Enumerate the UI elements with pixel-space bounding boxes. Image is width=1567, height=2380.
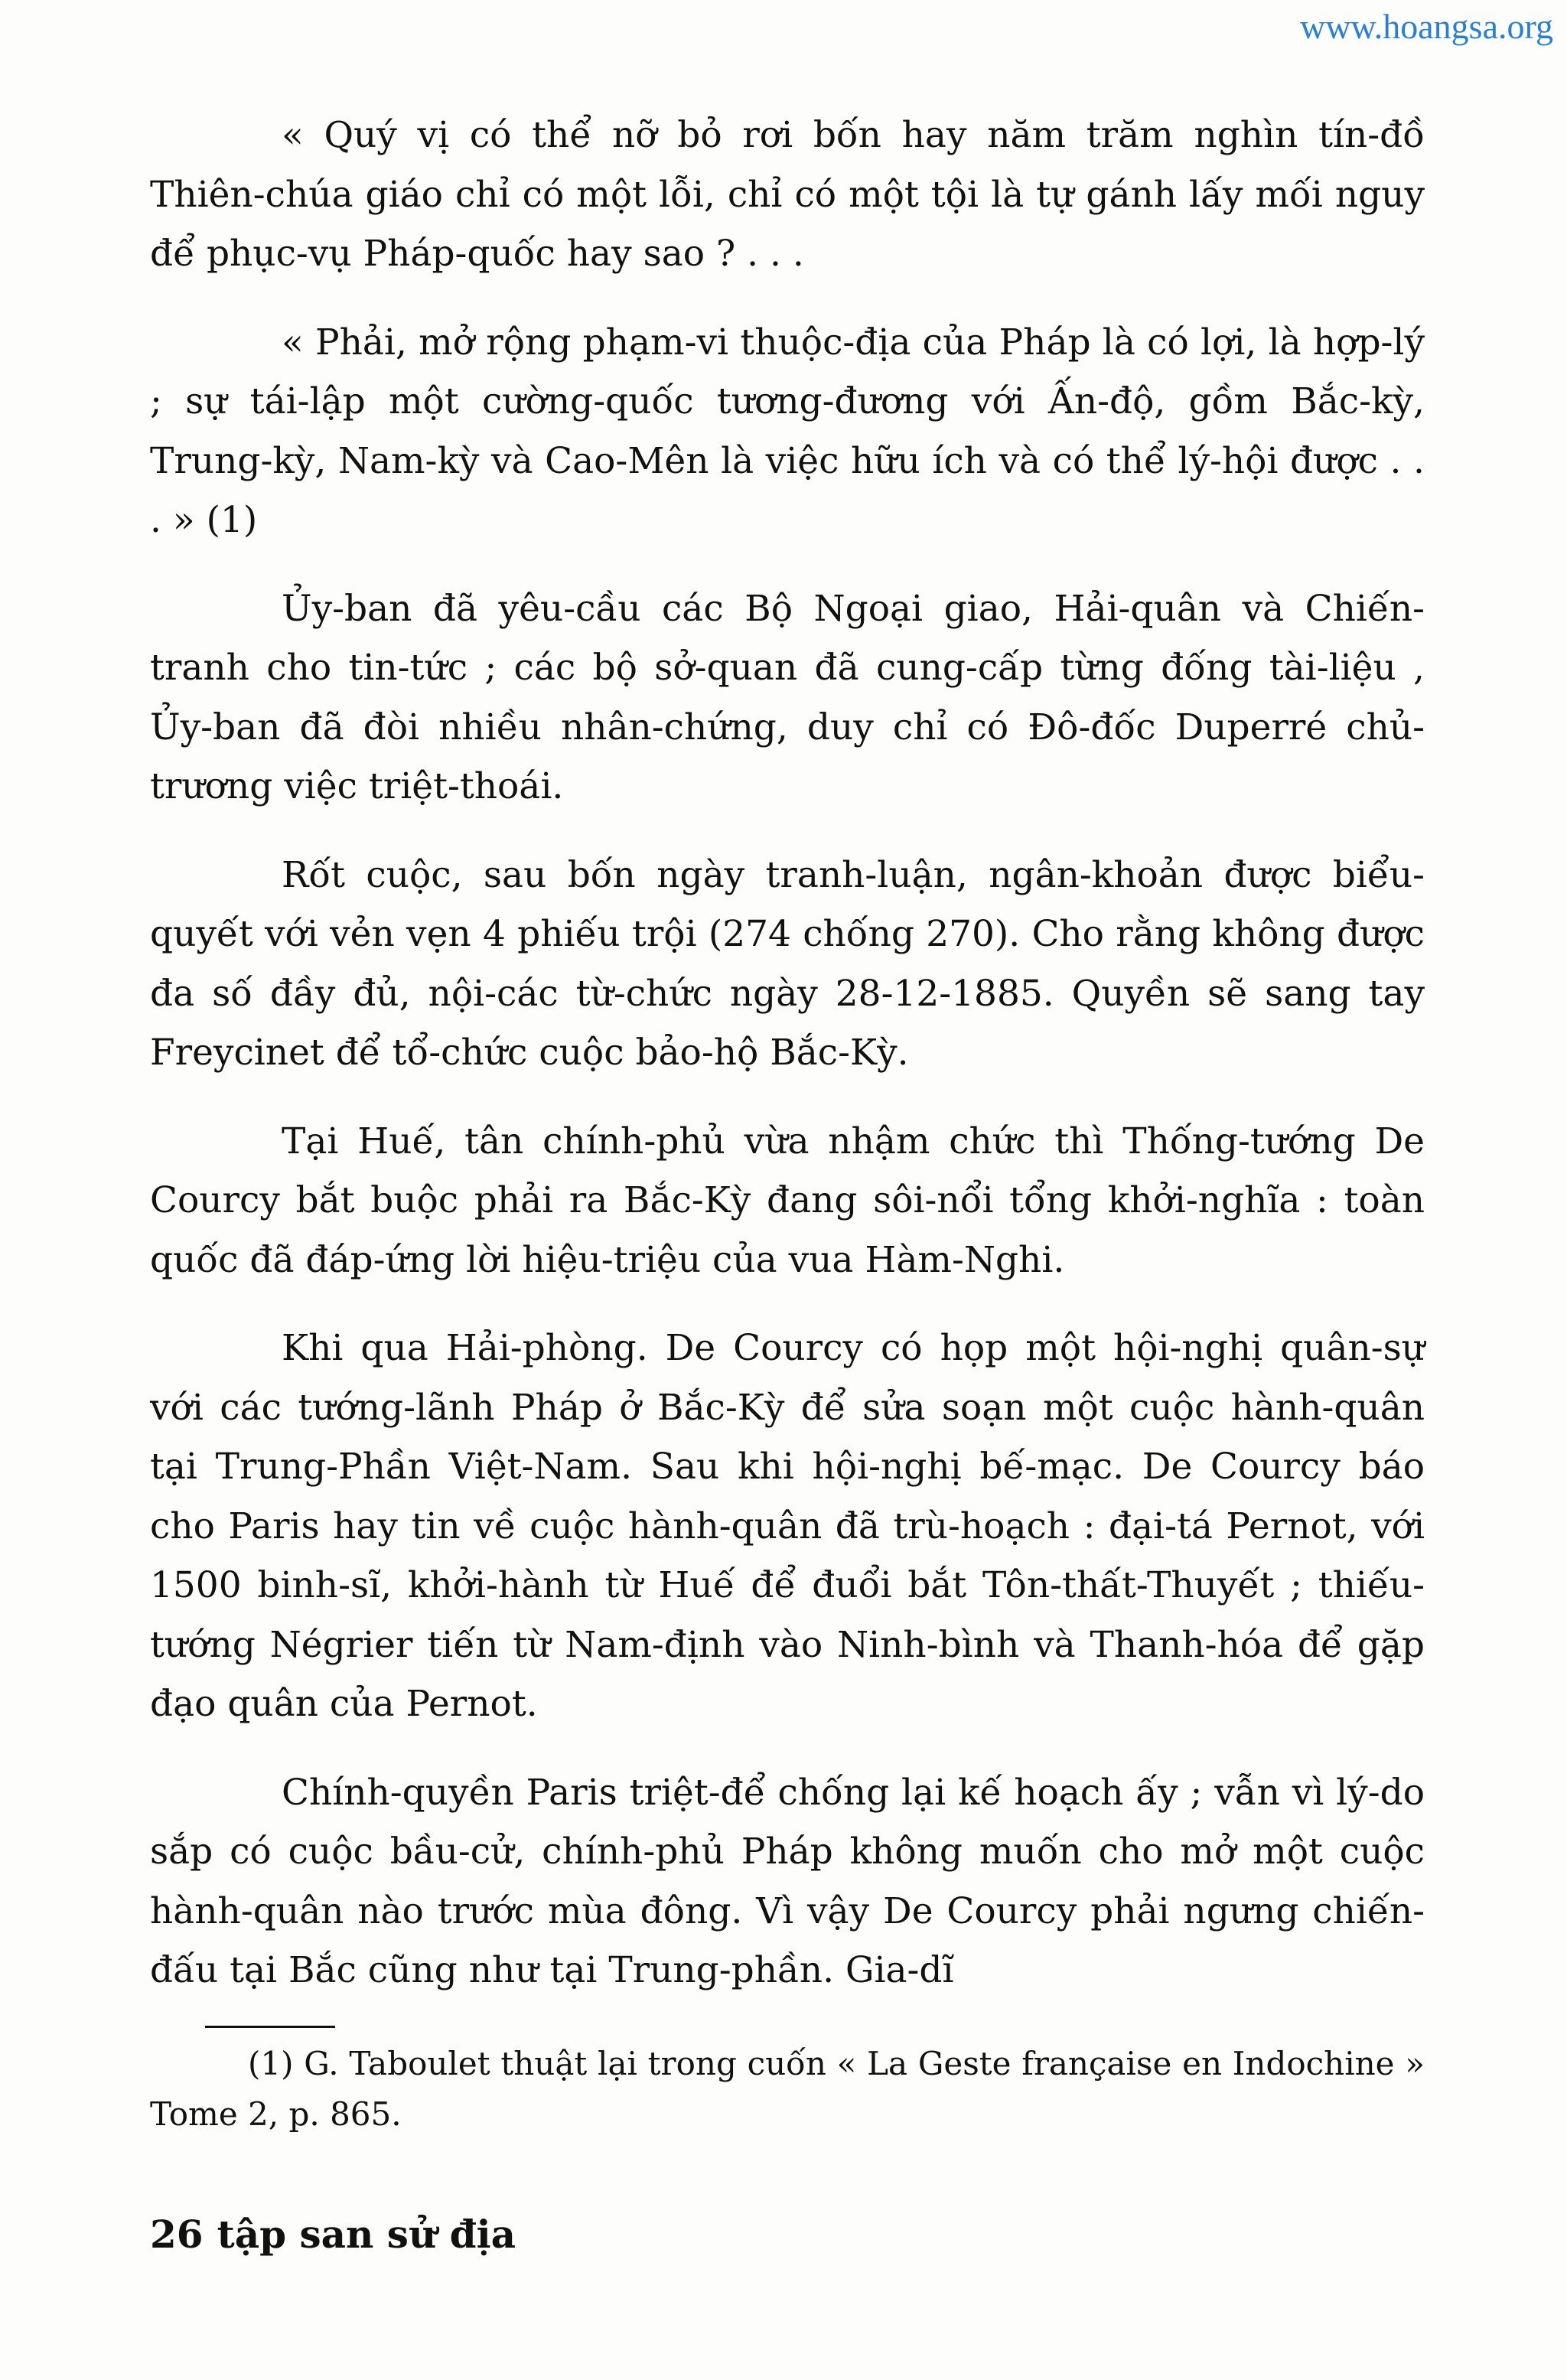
paragraph-hue: Tại Huế, tân chính-phủ vừa nhậm chức thì Thống-tướng De Courcy bắt buộc phải ra Bắc-Kỳ đang sôi-nổi tổng khởi-nghĩa : toàn quốc đã đáp-ứng lời hiệu-triệu của vua Hàm-Nghi. bbox=[150, 1120, 1425, 1281]
page-footer bbox=[150, 2212, 516, 2257]
page-number: 26 bbox=[150, 2212, 204, 2257]
paragraph-vote: Rốt cuộc, sau bốn ngày tranh-luận, ngân-khoản được biểu-quyết với vẻn vẹn 4 phiếu trội (274 chống 270). Cho rằng không được đa số đầy đủ, nội-các từ-chức ngày 28-12-1885. Quyền sẽ sang tay Freycinet để tổ-chức cuộc bảo-hộ Bắc-Kỳ. bbox=[150, 853, 1425, 1074]
paragraph-quote-2: « Phải, mở rộng phạm-vi thuộc-địa của Pháp là có lợi, là hợp-lý ; sự tái-lập một cường-quốc tương-đương với Ấn-độ, gồm Bắc-kỳ, Trung-kỳ, Nam-kỳ và Cao-Mên là việc hữu ích và có thể lý-hội được . . . » (1) bbox=[150, 321, 1425, 541]
paragraph-committee: Ủy-ban đã yêu-cầu các Bộ Ngoại giao, Hải-quân và Chiến-tranh cho tin-tức ; các bộ sở-quan đã cung-cấp từng đống tài-liệu , Ủy-ban đã đòi nhiều nhân-chứng, duy chỉ có Đô-đốc Duperré chủ-trương việc triệt-thoái. bbox=[150, 587, 1425, 807]
publication-name: tập san sử địa bbox=[217, 2212, 516, 2257]
paragraph-quote-1: « Quý vị có thể nỡ bỏ rơi bốn hay năm trăm nghìn tín-đồ Thiên-chúa giáo chỉ có một lỗi, chỉ có một tội là tự gánh lấy mối nguy để phục-vụ Pháp-quốc hay sao ? . . . bbox=[150, 114, 1425, 275]
body-text bbox=[150, 106, 1425, 2000]
watermark[interactable]: www.hoangsa.org bbox=[1300, 7, 1553, 46]
footnote-divider bbox=[205, 2026, 335, 2028]
footnote: (1) G. Taboulet thuật lại trong cuốn « La Geste française en Indochine » Tome 2, p. 865. bbox=[150, 2045, 1425, 2133]
paragraph-haiphong: Khi qua Hải-phòng. De Courcy có họp một hội-nghị quân-sự với các tướng-lãnh Pháp ở Bắc-Kỳ để sửa soạn một cuộc hành-quân tại Trung-Phần Việt-Nam. Sau khi hội-nghị bế-mạc. De Courcy báo cho Paris hay tin về cuộc hành-quân đã trù-hoạch : đại-tá Pernot, với 1500 binh-sĩ, khởi-hành từ Huế để đuổi bắt Tôn-thất-Thuyết ; thiếu-tướng Négrier tiến từ Nam-định vào Ninh-bình và Thanh-hóa để gặp đạo quân của Pernot. bbox=[150, 1327, 1425, 1725]
paragraph-paris: Chính-quyền Paris triệt-để chống lại kế hoạch ấy ; vẫn vì lý-do sắp có cuộc bầu-cử, chính-phủ Pháp không muốn cho mở một cuộc hành-quân nào trước mùa đông. Vì vậy De Courcy phải ngưng chiến-đấu tại Bắc cũng như tại Trung-phần. Gia-dĩ bbox=[150, 1771, 1425, 1991]
